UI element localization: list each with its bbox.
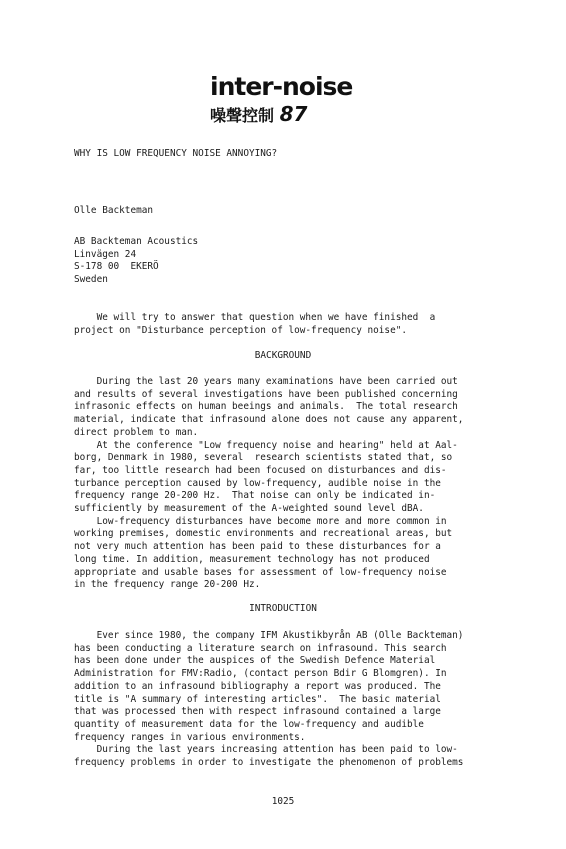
- logo-chinese-text: 噪聲控制: [210, 106, 275, 125]
- section-heading-introduction: INTRODUCTION: [249, 603, 317, 614]
- logo-subtitle: [210, 102, 307, 128]
- logo-year: 87: [279, 102, 308, 126]
- paper-title: WHY IS LOW FREQUENCY NOISE ANNOYING?: [74, 148, 278, 159]
- page-number: 1025: [271, 796, 295, 807]
- conference-logo: [210, 72, 360, 132]
- logo-wordmark: inter-noise: [210, 72, 353, 101]
- section-heading-background: BACKGROUND: [254, 350, 312, 361]
- background-text: During the last 20 years many examinations have been carried out and results of several investigations have been published concerning infrasonic effects on human beeings and animals. The total research material, indicate that infrasound alone does not cause any apparent, direct problem to man. At the conference "Low frequency noise and hearing" held at Aal- borg, Denmark in 1980, several research scientists stated that, so far, too little research had been focused on disturbances and dis- turbance perception caused by low-frequency, audible noise in the frequency range 20-200 Hz. That noise can only be indicated in- sufficiently by measurement of the A-weighted sound level dBA. Low-frequency disturbances have become more and more common in working premises, domestic environments and recreational areas, but not very much attention has been paid to these disturbances for a long time. In addition, measurement technology has not produced appropriate and usable bases for assessment of low-frequency noise in the frequency range 20-200 Hz.: [74, 376, 464, 591]
- author-name: Olle Backteman: [74, 205, 154, 216]
- introduction-text: Ever since 1980, the company IFM Akustikbyrån AB (Olle Backteman) has been conducting a literature search on infrasound. This search has been done under the auspices of the Swedish Defence Material Administration for FMV:Radio, (contact person Bdir G Blomgren). In addition to an infrasound bibliography a report was produced. The title is "A summary of interesting articles". The basic material that was processed then with respect infrasound contained a large quantity of measurement data for the low-frequency and audible frequency ranges in various environments. During the last years increasing attention has been paid to low- frequency problems in order to investigate the phenomenon of problems: [74, 630, 464, 769]
- intro-paragraph: We will try to answer that question when we have finished a project on "Disturbance perception of low-frequency noise".: [74, 312, 436, 336]
- author-affiliation: AB Backteman Acoustics Linvägen 24 S-178 00 EKERÖ Sweden: [74, 236, 199, 286]
